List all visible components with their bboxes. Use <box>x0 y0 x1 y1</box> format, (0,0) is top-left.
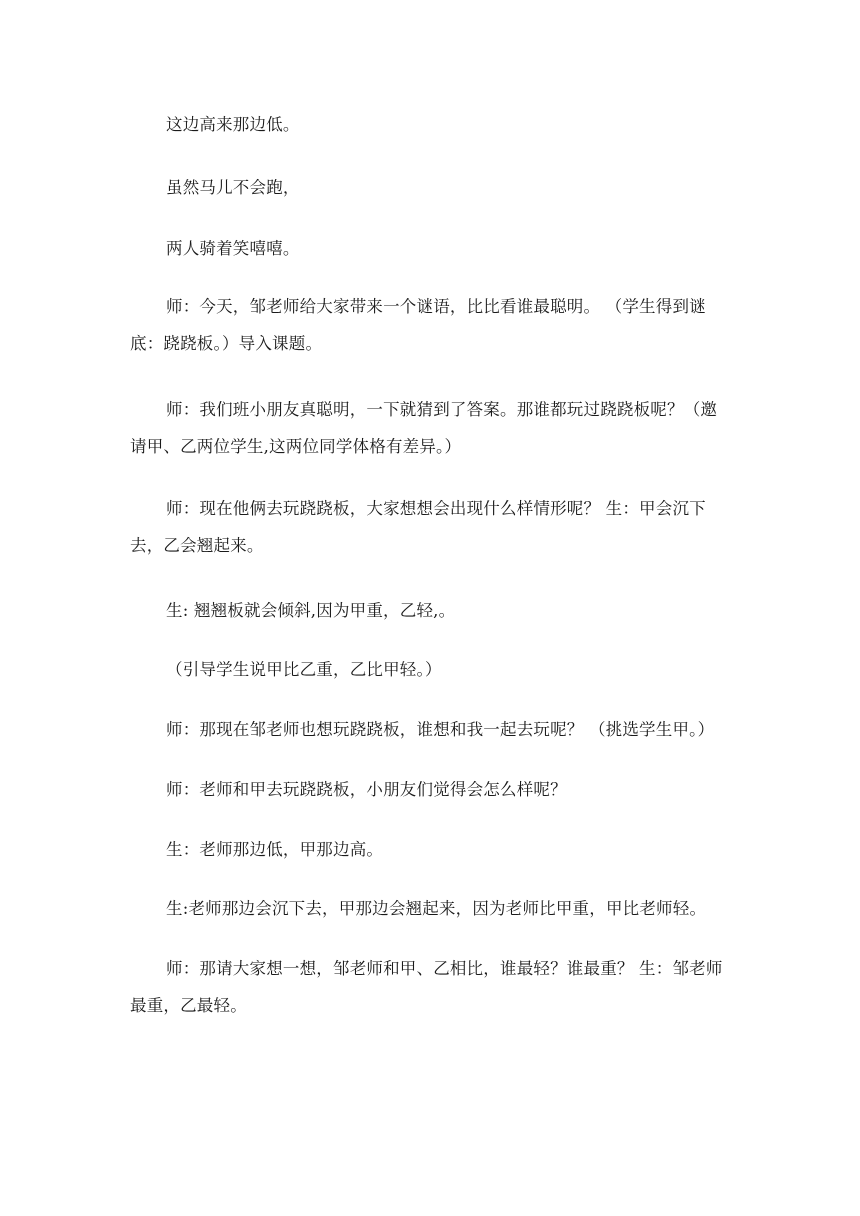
paragraph-8: （引导学生说甲比乙重，乙比甲轻。） <box>166 660 442 679</box>
paragraph-10: 师：老师和甲去玩跷跷板，小朋友们觉得会怎么样呢？ <box>166 780 567 799</box>
paragraph-12: 生:老师那边会沉下去，甲那边会翘起来，因为老师比甲重，甲比老师轻。 <box>166 899 707 918</box>
paragraph-7: 生: 翘翘板就会倾斜,因为甲重，乙轻,。 <box>166 601 456 620</box>
paragraph-1: 这边高来那边低。 <box>166 115 300 134</box>
paragraph-6: 师：现在他俩去玩跷跷板，大家想想会出现什么样情形呢？ 生：甲会沉下去，乙会翘起来。 <box>130 499 706 555</box>
paragraph-13: 师：那请大家想一想，邹老师和甲、乙相比，谁最轻？谁最重？ 生：邹老师最重，乙最轻。 <box>130 959 723 1015</box>
paragraph-3: 两人骑着笑嘻嘻。 <box>166 239 300 258</box>
paragraph-4: 师：今天，邹老师给大家带来一个谜语，比比看谁最聪明。 （学生得到谜底：跷跷板。）导入课题。 <box>130 297 706 353</box>
paragraph-11: 生：老师那边低，甲那边高。 <box>166 840 384 859</box>
paragraph-5: 师：我们班小朋友真聪明，一下就猜到了答案。那谁都玩过跷跷板呢？（邀请甲、乙两位学生,这两位同学体格有差异。） <box>130 400 718 456</box>
paragraph-2: 虽然马儿不会跑， <box>166 178 300 197</box>
paragraph-9: 师：那现在邹老师也想玩跷跷板，谁想和我一起去玩呢？ （挑选学生甲。） <box>166 720 715 739</box>
